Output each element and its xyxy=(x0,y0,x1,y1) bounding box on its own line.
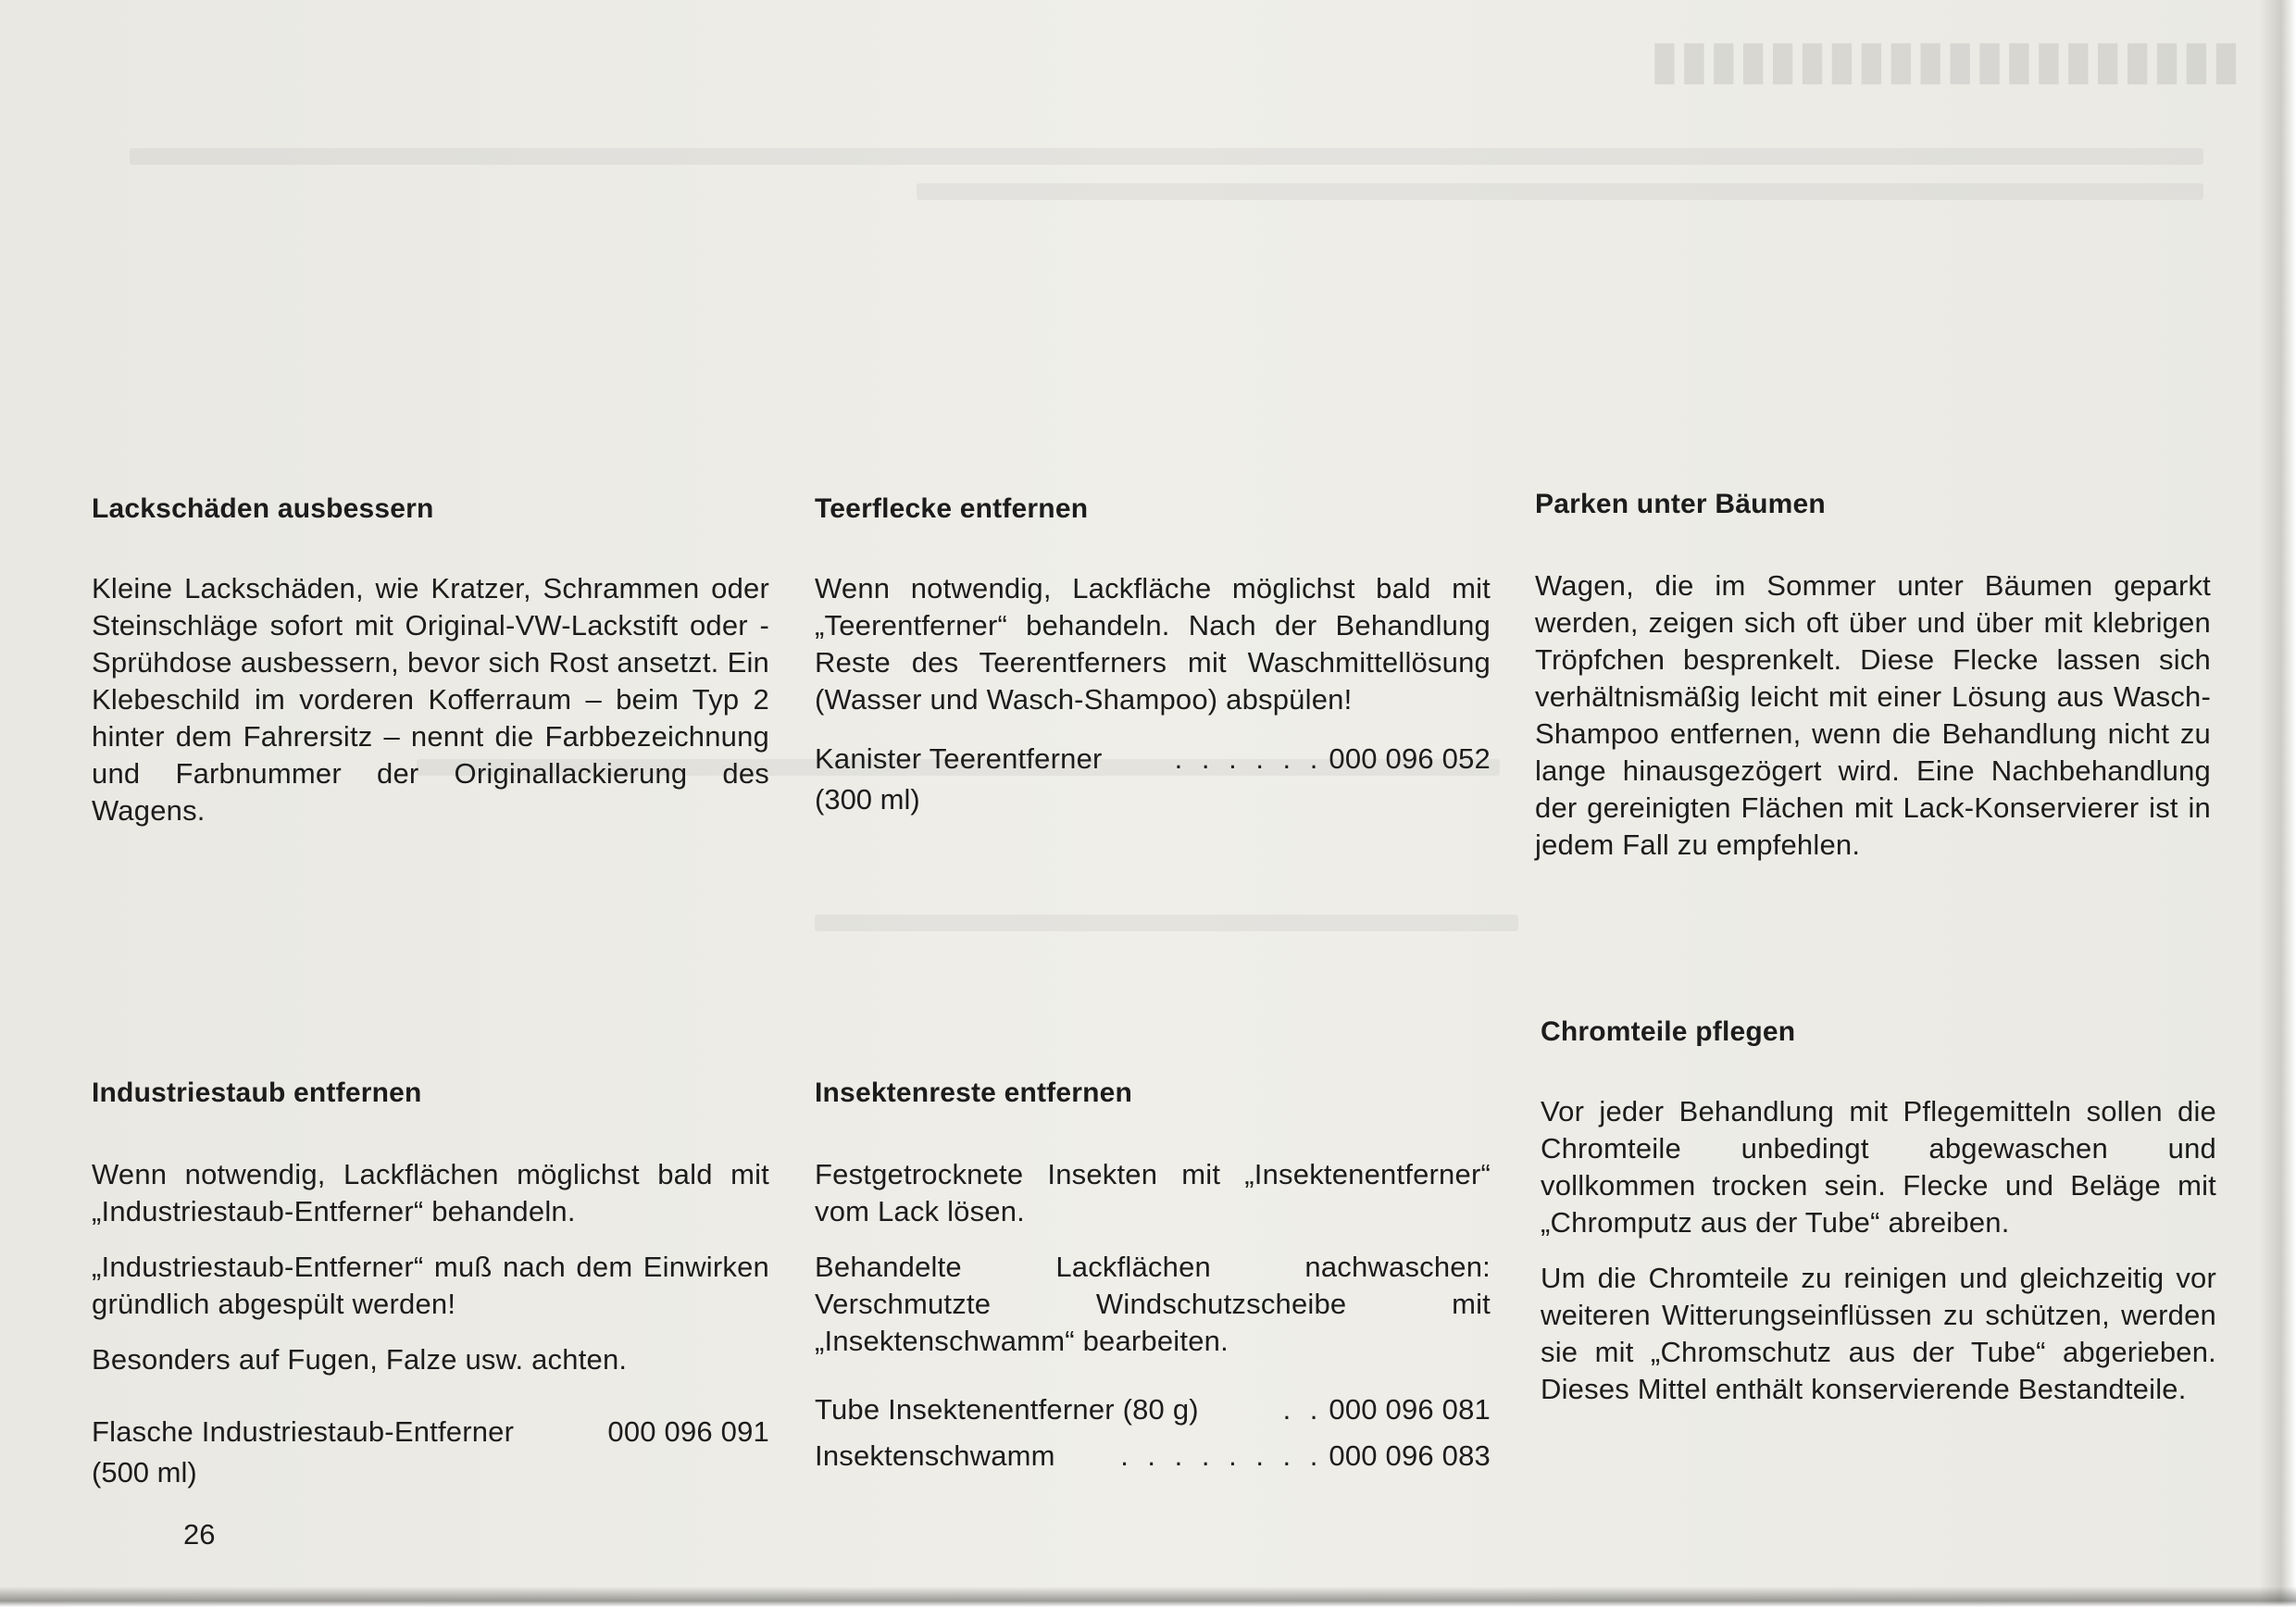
show-through-decoration xyxy=(917,183,2203,200)
part-number: 000 096 052 xyxy=(1329,742,1491,775)
section-heading: Chromteile pflegen xyxy=(1541,1016,1796,1047)
part-number-line xyxy=(815,1391,1491,1428)
part-number: 000 096 091 xyxy=(607,1415,769,1448)
section-teerflecke xyxy=(815,492,1491,818)
paragraph: Vor jeder Behandlung mit Pflegemitteln sollen die Chromteile unbedingt abgewaschen und vollkommen trocken sein. Flecke und Beläge mit „Chromputz aus der Tube“ abreiben. xyxy=(1541,1095,2216,1239)
part-quantity: (500 ml) xyxy=(92,1456,197,1489)
part-quantity: (300 ml) xyxy=(815,783,920,816)
dot-leader: . . . . . . xyxy=(1174,742,1324,775)
section-heading: Industriestaub entfernen xyxy=(92,1078,422,1108)
paragraph: Festgetrocknete Insekten mit „Insektenentferner“ vom Lack lösen. xyxy=(815,1158,1491,1227)
show-through-decoration xyxy=(815,915,1518,931)
part-label: Tube Insektenentferner (80 g) xyxy=(815,1393,1199,1426)
part-number-line xyxy=(815,1438,1491,1475)
paragraph: Um die Chromteile zu reinigen und gleichzeitig vor weiteren Witterungseinflüssen zu schützen, werden sie mit „Chromschutz aus der Tube“ abgerieben. Dieses Mittel enthält konservierende Bestandteile. xyxy=(1541,1262,2216,1405)
part-number-line xyxy=(92,1414,769,1451)
section-insektenreste xyxy=(815,1077,1491,1478)
section-heading: Insektenreste entfernen xyxy=(815,1078,1133,1108)
paragraph: „Industriestaub-Entferner“ muß nach dem Einwirken gründlich abgespült werden! xyxy=(92,1251,769,1320)
part-label: Flasche Industriestaub-Entferner xyxy=(92,1415,515,1448)
part-number-line xyxy=(815,741,1491,778)
part-label: Insektenschwamm xyxy=(815,1439,1055,1472)
section-heading: Teerflecke entfernen xyxy=(815,493,1089,524)
part-number-block xyxy=(92,1414,769,1491)
part-number: 000 096 083 xyxy=(1329,1439,1491,1472)
show-through-decoration xyxy=(130,148,2203,165)
section-lackschaeden xyxy=(92,492,769,848)
part-number-block xyxy=(815,1391,1491,1475)
show-through-decoration: ▮▮▮▮▮▮▮▮▮▮▮▮▮▮▮▮▮▮▮▮ xyxy=(1649,30,2240,90)
paragraph: Behandelte Lackflächen nachwaschen: Verschmutzte Windschutzscheibe mit „Insektenschwamm“ bearbeiten. xyxy=(815,1251,1491,1357)
part-label: Kanister Teerentferner xyxy=(815,742,1103,775)
section-heading: Parken unter Bäumen xyxy=(1535,489,1826,519)
section-industriestaub xyxy=(92,1077,769,1491)
part-number: 000 096 081 xyxy=(1329,1393,1491,1426)
paragraph: Wenn notwendig, Lackflächen möglichst bald mit „Industriestaub-Entferner“ behandeln. xyxy=(92,1158,769,1227)
paragraph: Kleine Lackschäden, wie Kratzer, Schrammen oder Steinschläge sofort mit Original-VW-Lackstift oder -Sprühdose ausbessern, bevor sich Rost ansetzt. Ein Klebeschild im vorderen Kofferraum – beim Typ 2 hinter dem Fahrersitz – nennt die Farbbezeichnung und Farbnummer der Originallackierung des Wagens. xyxy=(92,572,769,827)
paragraph: Wagen, die im Sommer unter Bäumen geparkt werden, zeigen sich oft über und über mit klebrigen Tröpfchen besprenkelt. Diese Flecke lassen sich verhältnismäßig leicht mit einer Lösung aus Wasch-Shampoo entfernen, wenn die Behandlung nicht zu lange hinausgezögert wird. Eine Nachbehandlung der gereinigten Flächen mit Lack-Konservierer ist in jedem Fall zu empfehlen. xyxy=(1535,569,2211,861)
page-gutter-shadow xyxy=(2259,0,2296,1607)
dot-leader: . . . . . . . . xyxy=(1120,1439,1324,1472)
paragraph: Besonders auf Fugen, Falze usw. achten. xyxy=(92,1343,628,1376)
paragraph: Wenn notwendig, Lackfläche möglichst bald mit „Teerentferner“ behandeln. Nach der Behandlung Reste des Teerentferners mit Waschmittellösung (Wasser und Wasch-Shampoo) abspülen! xyxy=(815,572,1491,716)
dot-leader: . . xyxy=(1282,1393,1324,1426)
section-parken xyxy=(1535,488,2211,882)
page-number: 26 xyxy=(183,1518,216,1551)
part-number-block xyxy=(815,741,1491,818)
section-chromteile xyxy=(1541,1015,2216,1426)
section-heading: Lackschäden ausbessern xyxy=(92,493,434,524)
page-bottom-edge xyxy=(0,1587,2296,1607)
